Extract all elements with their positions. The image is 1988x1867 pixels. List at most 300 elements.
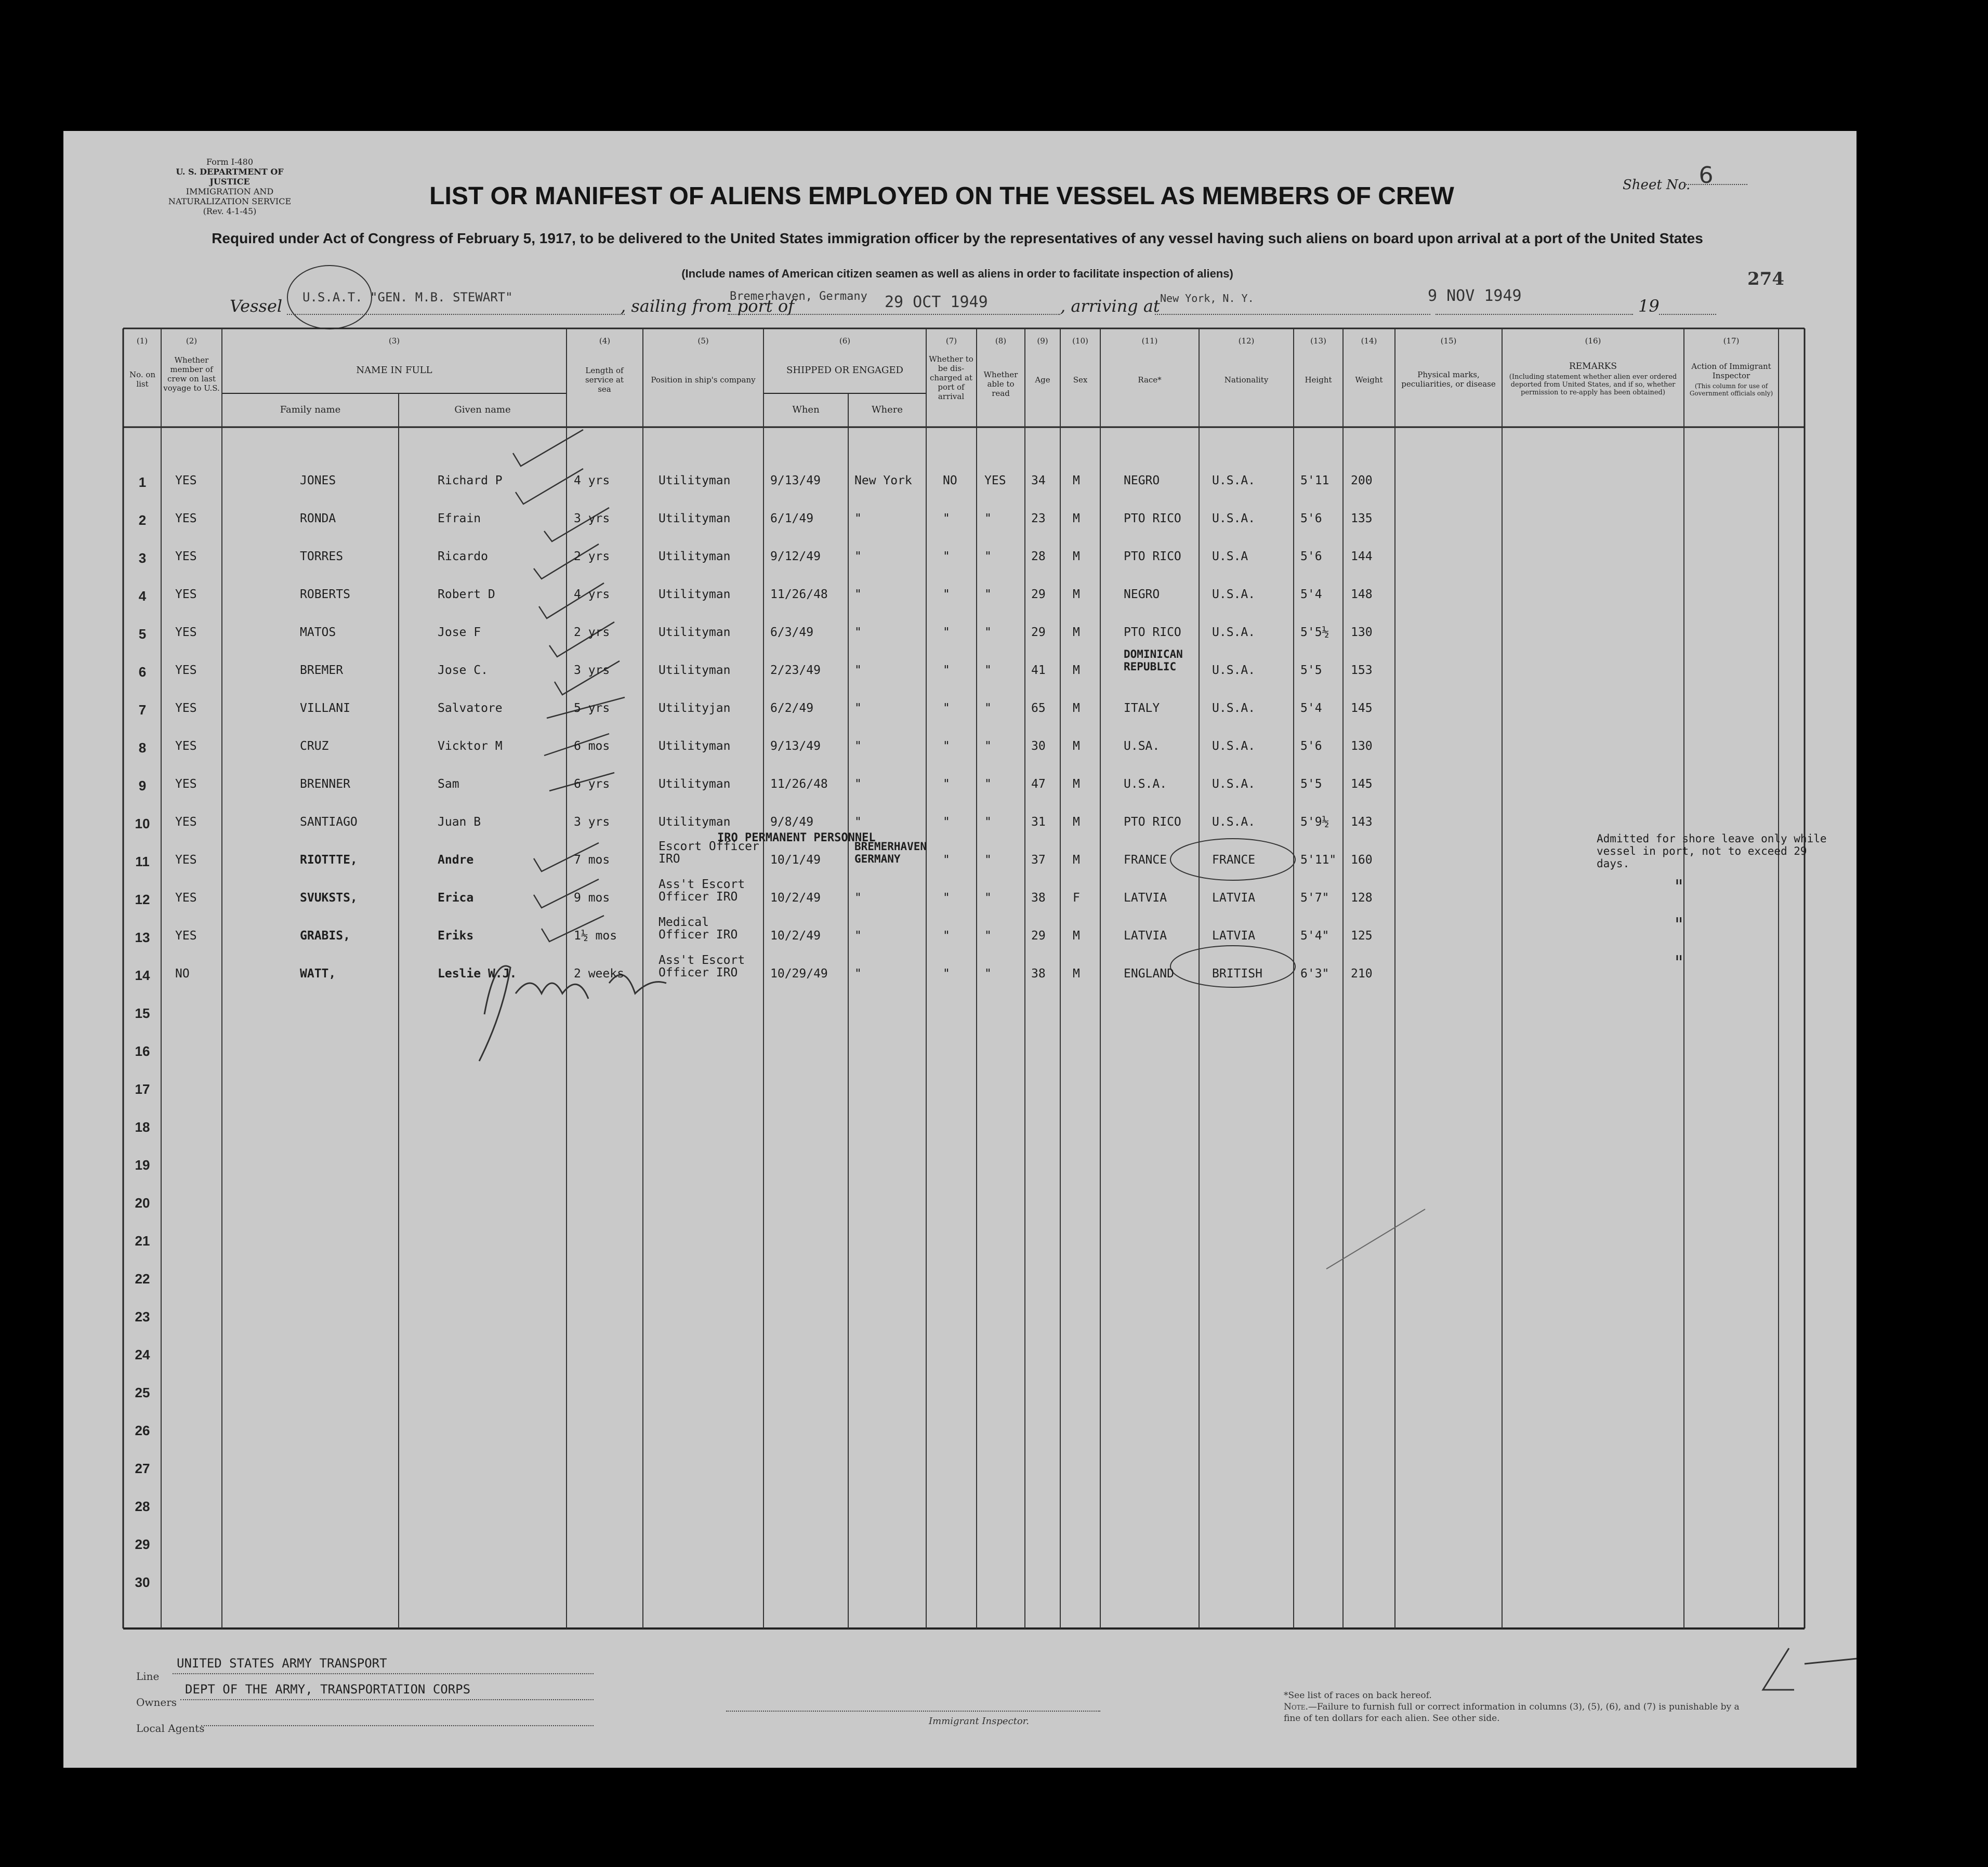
column-dividers <box>161 328 1779 1628</box>
where-cell: " <box>854 967 862 981</box>
when-cell: 6/1/49 <box>770 512 814 525</box>
given-cell: Richard P <box>438 474 503 487</box>
where-cell: " <box>854 891 862 905</box>
last-cell: YES <box>175 815 197 829</box>
position-cell: Utilityman <box>659 739 731 753</box>
discharged-cell: " <box>943 967 950 981</box>
footer-note <box>1284 1701 1746 1724</box>
read-cell: " <box>984 739 992 753</box>
service-cell: 9 mos <box>574 891 610 905</box>
given-cell: Leslie W.J. <box>438 967 517 981</box>
last-cell: YES <box>175 588 197 601</box>
given-cell: Jose C. <box>438 664 488 677</box>
row-number: 17 <box>135 1081 150 1097</box>
remarks-cell: " <box>1675 952 1683 974</box>
family-cell: MATOS <box>300 626 336 639</box>
page-title: LIST OR MANIFEST OF ALIENS EMPLOYED ON THE VESSEL AS MEMBERS OF CREW <box>429 182 1454 210</box>
footer-owners-underline <box>180 1699 594 1700</box>
col-label: SHIPPED OR ENGAGED <box>786 365 903 376</box>
where-cell: BREMERHAVEN GERMANY <box>854 840 927 865</box>
height-cell: 6'3" <box>1300 967 1329 981</box>
footer-note-text: —Failure to furnish full or correct information in columns (3), (5), (6), and (7) is punishable by a fine of ten dollars for each alien. See other side. <box>1284 1702 1740 1724</box>
race-cell: PTO RICO <box>1124 815 1181 829</box>
service-cell: 3 yrs <box>574 512 610 525</box>
read-cell: " <box>984 853 992 867</box>
given-cell: Jose F <box>438 626 481 639</box>
weight-cell: 148 <box>1351 588 1373 601</box>
age-cell: 29 <box>1031 588 1046 601</box>
when-cell: 9/8/49 <box>770 815 814 829</box>
weight-cell: 125 <box>1351 929 1373 943</box>
nationality-cell: U.S.A. <box>1212 664 1256 677</box>
col-label: Age <box>1035 375 1050 385</box>
race-cell: DOMINICAN REPUBLIC <box>1124 648 1183 673</box>
weight-cell: 145 <box>1351 777 1373 791</box>
col-sublabel: (This column for use of Government officials only) <box>1689 382 1773 397</box>
sex-cell: M <box>1073 929 1080 943</box>
service-cell: 2 weeks <box>574 967 624 981</box>
sex-cell: M <box>1073 664 1080 677</box>
age-cell: 34 <box>1031 474 1046 487</box>
remarks-cell: " <box>1675 877 1683 898</box>
col-label: No. on list <box>129 370 156 389</box>
height-cell: 5'6 <box>1300 512 1322 525</box>
row-number: 20 <box>135 1195 150 1211</box>
sex-cell: M <box>1073 588 1080 601</box>
footer-inspector-label: Immigrant Inspector. <box>929 1716 1030 1727</box>
where-cell: " <box>854 512 862 525</box>
sailing-date: 29 OCT 1949 <box>885 293 988 311</box>
nationality-cell: FRANCE <box>1212 853 1256 867</box>
read-cell: " <box>984 777 992 791</box>
given-cell: Juan B <box>438 815 481 829</box>
row-number: 30 <box>135 1574 150 1590</box>
arriving-label: , arriving at <box>1060 296 1160 316</box>
when-cell: 10/1/49 <box>770 853 821 867</box>
page-subtitle-note: (Include names of American citizen seamen as well as aliens in order to facilitate inspection of aliens) <box>681 267 1233 280</box>
row-number: 15 <box>135 1005 150 1021</box>
row-number: 7 <box>138 702 147 718</box>
col-num: (14) <box>1361 336 1377 346</box>
height-cell: 5'4" <box>1300 929 1329 943</box>
family-cell: ROBERTS <box>300 588 350 601</box>
given-cell: Andre <box>438 853 474 867</box>
position-cell: Utilityman <box>659 664 731 677</box>
given-cell: Salvatore <box>438 701 503 715</box>
last-cell: YES <box>175 701 197 715</box>
position-cell: Escort Officer IRO <box>659 840 759 866</box>
col-num: (13) <box>1310 336 1326 346</box>
discharged-cell: " <box>943 512 950 525</box>
col-sublabel: When <box>792 404 820 415</box>
last-cell: YES <box>175 474 197 487</box>
col-num: (9) <box>1037 336 1048 346</box>
row-number: 25 <box>135 1385 150 1400</box>
last-cell: YES <box>175 739 197 753</box>
when-cell: 10/2/49 <box>770 891 821 905</box>
row-number: 16 <box>135 1043 150 1059</box>
service-cell: 4 yrs <box>574 588 610 601</box>
where-cell: " <box>854 929 862 943</box>
last-cell: YES <box>175 550 197 563</box>
read-cell: " <box>984 815 992 829</box>
iro-stamp: IRO PERMANENT PERSONNEL <box>717 831 876 844</box>
position-cell: Utilityman <box>659 777 731 791</box>
age-cell: 30 <box>1031 739 1046 753</box>
row-number: 29 <box>135 1537 150 1552</box>
family-cell: SVUKSTS, <box>300 891 358 905</box>
where-cell: New York <box>854 474 912 487</box>
when-cell: 11/26/48 <box>770 588 828 601</box>
age-cell: 31 <box>1031 815 1046 829</box>
sex-cell: M <box>1073 815 1080 829</box>
col-num: (5) <box>697 336 709 346</box>
vessel-label: Vessel <box>230 296 283 316</box>
race-cell: ITALY <box>1124 701 1160 715</box>
col-label: Whether member of crew on last voyage to U.S. <box>163 355 220 393</box>
weight-cell: 144 <box>1351 550 1373 563</box>
where-cell: " <box>854 815 862 829</box>
nationality-cell: U.S.A. <box>1212 815 1256 829</box>
row-number: 5 <box>138 626 147 642</box>
row-number: 8 <box>138 740 147 756</box>
col-sublabel: Family name <box>280 404 341 415</box>
col-num: (6) <box>839 336 851 346</box>
col-num: (11) <box>1141 336 1158 346</box>
where-cell: " <box>854 739 862 753</box>
col-label: Whether to be dis-charged at port of arrival <box>929 354 973 401</box>
col-label: Whether able to read <box>983 370 1018 398</box>
age-cell: 41 <box>1031 664 1046 677</box>
col-num: (16) <box>1585 336 1601 346</box>
when-cell: 9/12/49 <box>770 550 821 563</box>
given-cell: Robert D <box>438 588 495 601</box>
footer-races-note: *See list of races on back hereof. <box>1284 1690 1432 1701</box>
col-num: (7) <box>945 336 957 346</box>
family-cell: TORRES <box>300 550 344 563</box>
age-cell: 38 <box>1031 967 1046 981</box>
col-label: Height <box>1305 375 1332 385</box>
discharged-cell: " <box>943 701 950 715</box>
col-num: (1) <box>136 336 148 346</box>
where-cell: " <box>854 701 862 715</box>
col-num: (12) <box>1238 336 1255 346</box>
family-cell: RIOTTTE, <box>300 853 358 867</box>
manifest-page <box>63 131 1857 1768</box>
col-num: (3) <box>388 336 400 346</box>
nationality-cell: U.S.A. <box>1212 777 1256 791</box>
height-cell: 5'6 <box>1300 550 1322 563</box>
last-cell: YES <box>175 664 197 677</box>
row-number: 23 <box>135 1309 150 1325</box>
nationality-cell: LATVIA <box>1212 891 1256 905</box>
nationality-cell: U.S.A. <box>1212 701 1256 715</box>
where-cell: " <box>854 588 862 601</box>
when-cell: 9/13/49 <box>770 474 821 487</box>
col-label: Nationality <box>1224 375 1269 385</box>
discharged-cell: " <box>943 815 950 829</box>
when-cell: 6/3/49 <box>770 626 814 639</box>
col-num: (8) <box>995 336 1007 346</box>
row-number: 22 <box>135 1271 150 1287</box>
read-cell: " <box>984 701 992 715</box>
col-label: Position in ship's company <box>651 375 756 385</box>
position-cell: Utilityman <box>659 474 731 487</box>
family-cell: SANTIAGO <box>300 815 358 829</box>
col-num: (15) <box>1440 336 1457 346</box>
read-cell: " <box>984 626 992 639</box>
col-label: Length of service at sea <box>585 366 624 394</box>
nationality-circle <box>1170 946 1295 987</box>
checkmark <box>513 430 583 466</box>
vessel-value: U.S.A.T. "GEN. M.B. STEWART" <box>302 290 513 304</box>
age-cell: 65 <box>1031 701 1046 715</box>
last-cell: YES <box>175 891 197 905</box>
height-cell: 5'11" <box>1300 853 1337 867</box>
read-cell: " <box>984 588 992 601</box>
when-cell: 2/23/49 <box>770 664 821 677</box>
footer-owners-label: Owners <box>136 1696 177 1709</box>
col-sublabel: Where <box>871 404 903 415</box>
footer-owners-value: DEPT OF THE ARMY, TRANSPORTATION CORPS <box>185 1682 471 1697</box>
remarks-cell: " <box>1675 915 1683 936</box>
read-cell: YES <box>984 474 1006 487</box>
race-cell: PTO RICO <box>1124 626 1181 639</box>
sailing-label: , sailing from port of <box>621 296 794 316</box>
when-cell: 6/2/49 <box>770 701 814 715</box>
age-cell: 38 <box>1031 891 1046 905</box>
footer-line-value: UNITED STATES ARMY TRANSPORT <box>177 1656 387 1671</box>
age-cell: 29 <box>1031 929 1046 943</box>
weight-cell: 130 <box>1351 739 1373 753</box>
row-number: 19 <box>135 1157 150 1173</box>
sex-cell: M <box>1073 550 1080 563</box>
sex-cell: M <box>1073 474 1080 487</box>
col-sublabel: (Including statement whether alien ever ordered deported from United States, and if so, whether permission to re-apply has been obtained) <box>1509 373 1677 396</box>
row-number: 28 <box>135 1499 150 1514</box>
discharged-cell: " <box>943 550 950 563</box>
service-cell: 2 yrs <box>574 626 610 639</box>
row-number: 10 <box>135 816 150 831</box>
service-cell: 7 mos <box>574 853 610 867</box>
race-cell: NEGRO <box>1124 474 1160 487</box>
service-cell: 4 yrs <box>574 474 610 487</box>
race-cell: U.SA. <box>1124 739 1160 753</box>
read-cell: " <box>984 550 992 563</box>
row-number: 4 <box>138 588 147 604</box>
given-cell: Erica <box>438 891 474 905</box>
weight-cell: 200 <box>1351 474 1373 487</box>
position-cell: Utilityman <box>659 588 731 601</box>
nationality-cell: LATVIA <box>1212 929 1256 943</box>
service-cell: 3 yrs <box>574 664 610 677</box>
stray-mark <box>1326 1209 1425 1269</box>
height-cell: 5'5 <box>1300 777 1322 791</box>
sex-cell: M <box>1073 777 1080 791</box>
position-cell: Utilityman <box>659 815 731 829</box>
col-label: Race* <box>1138 375 1162 385</box>
last-cell: NO <box>175 967 190 981</box>
when-cell: 11/26/48 <box>770 777 828 791</box>
nationality-cell: U.S.A. <box>1212 474 1256 487</box>
family-cell: WATT, <box>300 967 336 981</box>
height-cell: 5'6 <box>1300 739 1322 753</box>
footer-agents-underline <box>201 1725 594 1726</box>
when-cell: 10/29/49 <box>770 967 828 981</box>
family-cell: BREMER <box>300 664 344 677</box>
discharged-cell: " <box>943 739 950 753</box>
family-cell: GRABIS, <box>300 929 350 943</box>
given-cell: Ricardo <box>438 550 488 563</box>
nationality-cell: U.S.A. <box>1212 588 1256 601</box>
age-cell: 47 <box>1031 777 1046 791</box>
when-cell: 10/2/49 <box>770 929 821 943</box>
col-sublabel: Given name <box>454 404 511 415</box>
position-cell: Ass't Escort Officer IRO <box>659 954 745 979</box>
discharged-cell: " <box>943 664 950 677</box>
service-cell: 5 yrs <box>574 701 610 715</box>
row-number: 12 <box>135 892 150 907</box>
row-number: 6 <box>138 664 147 680</box>
discharged-cell: " <box>943 929 950 943</box>
weight-cell: 145 <box>1351 701 1373 715</box>
footer-line-label: Line <box>136 1670 160 1683</box>
service-cell: 2 yrs <box>574 550 610 563</box>
form-header-line: Form I-480 <box>206 157 254 167</box>
weight-cell: 160 <box>1351 853 1373 867</box>
family-cell: VILLANI <box>300 701 350 715</box>
row-number: 3 <box>138 550 147 566</box>
age-cell: 28 <box>1031 550 1046 563</box>
height-cell: 5'4 <box>1300 701 1322 715</box>
height-cell: 5'9½ <box>1300 815 1329 829</box>
footer-note-label: Note. <box>1284 1702 1308 1712</box>
where-cell: " <box>854 626 862 639</box>
given-cell: Eriks <box>438 929 474 943</box>
service-cell: 6 mos <box>574 739 610 753</box>
discharged-cell: NO <box>943 474 957 487</box>
weight-cell: 128 <box>1351 891 1373 905</box>
discharged-cell: " <box>943 626 950 639</box>
read-cell: " <box>984 929 992 943</box>
form-header-line: IMMIGRATION AND NATURALIZATION SERVICE <box>168 187 292 206</box>
race-cell: LATVIA <box>1124 891 1167 905</box>
weight-cell: 135 <box>1351 512 1373 525</box>
where-cell: " <box>854 777 862 791</box>
sex-cell: M <box>1073 967 1080 981</box>
nationality-cell: U.S.A. <box>1212 626 1256 639</box>
row-number: 14 <box>135 968 150 983</box>
family-cell: JONES <box>300 474 336 487</box>
row-number: 1 <box>138 474 147 490</box>
sex-cell: M <box>1073 701 1080 715</box>
sex-cell: M <box>1073 739 1080 753</box>
height-cell: 5'5½ <box>1300 626 1329 639</box>
age-cell: 37 <box>1031 853 1046 867</box>
service-cell: 3 yrs <box>574 815 610 829</box>
position-cell: Utilityman <box>659 512 731 525</box>
nationality-cell: BRITISH <box>1212 967 1262 981</box>
family-cell: BRENNER <box>300 777 350 791</box>
height-cell: 5'7" <box>1300 891 1329 905</box>
given-cell: Efrain <box>438 512 481 525</box>
where-cell: " <box>854 664 862 677</box>
row-number: 11 <box>135 854 150 869</box>
given-cell: Sam <box>438 777 459 791</box>
position-cell: Ass't Escort Officer IRO <box>659 878 745 904</box>
weight-cell: 210 <box>1351 967 1373 981</box>
col-label: Physical marks, peculiarities, or disease <box>1401 370 1496 389</box>
discharged-cell: " <box>943 588 950 601</box>
sheet-value: 6 <box>1699 162 1714 189</box>
row-number: 2 <box>138 512 147 528</box>
race-cell: FRANCE <box>1124 853 1167 867</box>
position-cell: Utilityman <box>659 550 731 563</box>
sheet-label: Sheet No. <box>1623 177 1691 193</box>
read-cell: " <box>984 891 992 905</box>
service-cell: 1½ mos <box>574 929 617 943</box>
col-num: (2) <box>186 336 198 346</box>
arriving-value: New York, N. Y. <box>1160 292 1254 304</box>
race-cell: ENGLAND <box>1124 967 1174 981</box>
arrival-date: 9 NOV 1949 <box>1428 287 1522 305</box>
nationality-cell: U.S.A. <box>1212 739 1256 753</box>
when-cell: 9/13/49 <box>770 739 821 753</box>
discharged-cell: " <box>943 853 950 867</box>
discharged-cell: " <box>943 777 950 791</box>
height-cell: 5'5 <box>1300 664 1322 677</box>
sex-cell: M <box>1073 626 1080 639</box>
position-cell: Utilityjan <box>659 701 731 715</box>
row-number: 21 <box>135 1233 150 1249</box>
col-label: Weight <box>1355 375 1383 385</box>
service-cell: 6 yrs <box>574 777 610 791</box>
discharged-cell: " <box>943 891 950 905</box>
position-cell: Utilityman <box>659 626 731 639</box>
weight-cell: 143 <box>1351 815 1373 829</box>
nationality-cell: U.S.A. <box>1212 512 1256 525</box>
race-cell: PTO RICO <box>1124 550 1181 563</box>
margin-mark <box>1763 1648 1857 1690</box>
age-cell: 23 <box>1031 512 1046 525</box>
given-cell: Vicktor M <box>438 739 503 753</box>
height-cell: 5'11 <box>1300 474 1329 487</box>
col-num: (4) <box>599 336 611 346</box>
family-cell: RONDA <box>300 512 336 525</box>
age-cell: 29 <box>1031 626 1046 639</box>
col-num: (17) <box>1723 336 1740 346</box>
race-cell: U.S.A. <box>1124 777 1167 791</box>
read-cell: " <box>984 664 992 677</box>
row-number: 13 <box>135 930 150 945</box>
position-cell: Medical Officer IRO <box>659 916 738 942</box>
form-header-line: U. S. DEPARTMENT OF JUSTICE <box>176 167 284 187</box>
weight-cell: 153 <box>1351 664 1373 677</box>
checkmark <box>516 469 583 504</box>
row-number: 27 <box>135 1461 150 1476</box>
row-number: 24 <box>135 1347 150 1362</box>
family-cell: CRUZ <box>300 739 329 753</box>
race-cell: LATVIA <box>1124 929 1167 943</box>
read-cell: " <box>984 967 992 981</box>
height-cell: 5'4 <box>1300 588 1322 601</box>
sex-cell: M <box>1073 512 1080 525</box>
last-cell: YES <box>175 512 197 525</box>
footer-line-underline <box>173 1673 594 1674</box>
row-number: 26 <box>135 1423 150 1438</box>
last-cell: YES <box>175 853 197 867</box>
col-label: NAME IN FULL <box>356 365 432 376</box>
